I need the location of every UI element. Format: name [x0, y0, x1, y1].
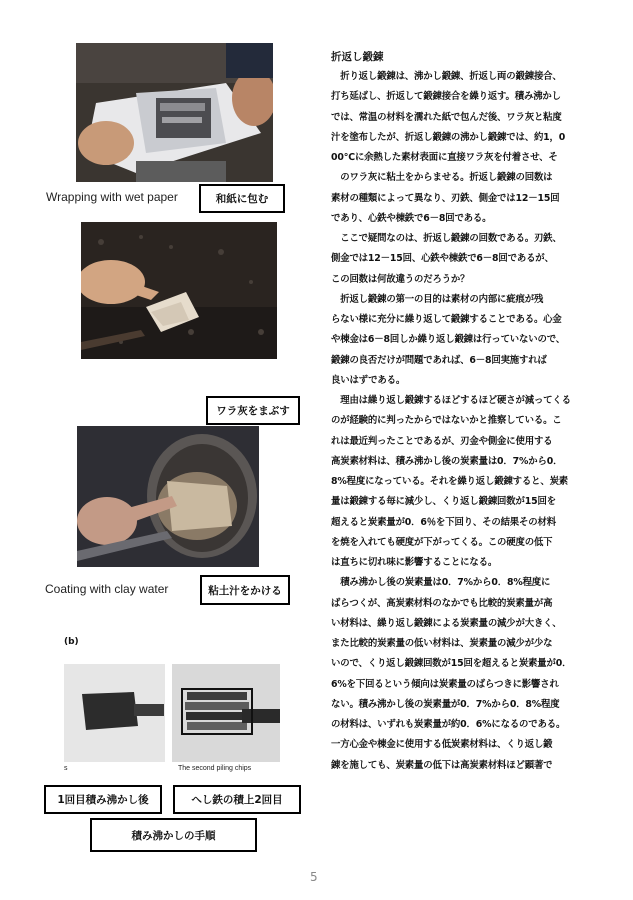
- caption-clay-en: Coating with clay water: [45, 582, 169, 596]
- article-lines: [331, 67, 605, 776]
- article-line: では、常温の材料を濡れた紙で包んだ後、ワラ灰と粘度: [331, 111, 562, 123]
- article-line: 6%を下回るという傾向は炭素量のばらつきに影響され: [331, 678, 559, 690]
- article-line: また比較的炭素量の低い材料は、炭素量の減少が少な: [331, 638, 553, 649]
- caption-piling-left: s: [64, 765, 68, 772]
- article-line: ここで疑問なのは、折返し鍛錬の回数である。刃鉄、: [331, 233, 562, 244]
- article-line: い材料は、繰り返し鍛錬による炭素量の減少が大きく、: [331, 617, 562, 629]
- article-line: 高炭素材料は、積み沸かし後の炭素量は0．7%から0．: [331, 455, 563, 467]
- article-line: 積み沸かし後の炭素量は0．7%から0．8%程度に: [331, 577, 551, 589]
- article-line: 超えると炭素量が0．6％を下回り、その結果その材料: [331, 516, 556, 528]
- article-line: ばらつくが、高炭素材料のなかでも比較的炭素量が高: [331, 597, 553, 609]
- label-clay-jp: 粘土汁をかける: [200, 575, 290, 605]
- article-line: は直ちに切れ味に影響することになる。: [331, 557, 498, 568]
- label-wrapping-jp: 和紙に包む: [199, 184, 285, 213]
- photo-second-piling: [172, 664, 280, 762]
- article-title: 折返し鍛錬: [331, 51, 384, 63]
- article-line: であり、心鉄や棟鉄で6－8回である。: [331, 212, 492, 224]
- label-ash-jp: ワラ灰をまぶす: [206, 396, 300, 425]
- article-line: のワラ灰に粘土をからませる。折返し鍛錬の回数は: [331, 172, 553, 184]
- article-line: や棟金は6－8回しか繰り返し鍛錬は行っていないので、: [331, 334, 565, 346]
- article-line: ない。積み沸かし後の炭素量が0．7%から0．8%程度: [331, 698, 560, 710]
- article-line: 理由は繰り返し鍛錬するほどするほど硬さが減ってくる: [331, 395, 571, 406]
- photo-wrapping-wet-paper: [76, 43, 273, 182]
- photo-first-piling: [64, 664, 165, 762]
- article-line: 一方心金や棟金に使用する低炭素材料は、くり返し鍛: [331, 739, 553, 751]
- article-line: この回数は何故違うのだろうか？: [331, 273, 470, 285]
- article-line: を焼を入れても硬度が下がってくる。この硬度の低下: [331, 536, 553, 548]
- article-line: 汁を塗布したが、折返し鍛錬の沸かし鍛錬では、約1，0: [331, 131, 566, 143]
- article-line: の材料は、いずれも炭素量が約0．6%になるのである。: [331, 719, 566, 730]
- photo-straw-ash: [81, 222, 277, 359]
- article-line: のが経験的に判ったからではないかと推察している。こ: [331, 415, 562, 427]
- label-first-piling-jp: 1回目積み沸かし後: [44, 785, 162, 814]
- article-line: 鍛錬の良否だけが問題であれば、6－8回実施すれば: [331, 354, 547, 366]
- article-line: 量は鍛錬する毎に減少し、くり返し鍛錬回数が15回を: [331, 496, 556, 508]
- article-line: 錬を施しても、炭素量の低下は高炭素材料ほど顕著で: [331, 759, 553, 771]
- label-piling-procedure-jp: 積み沸かしの手順: [90, 818, 257, 852]
- label-second-piling-jp: へし鉄の積上2回目: [173, 785, 301, 814]
- article-line: 折り返し鍛錬は、沸かし鍛錬、折返し両の鍛錬接合、: [331, 71, 562, 82]
- photo-clay-coating: [77, 426, 259, 567]
- article-line: れは最近判ったことであるが、刃金や側金に使用する: [331, 435, 553, 447]
- article-line: らない様に充分に繰り返して鍛錬することである。心金: [331, 314, 562, 325]
- article-line: 側金では12－15回、心鉄や棟鉄で6－8回であるが、: [331, 253, 554, 265]
- caption-piling-right: The second piling chips: [178, 765, 252, 772]
- article-body: [331, 47, 605, 776]
- article-line: 良いはずである。: [331, 374, 406, 386]
- panel-label-b: (b): [64, 637, 79, 647]
- article-line: 折返し鍛錬の第一の目的は素材の内部に疵痕が残: [331, 293, 544, 305]
- page-number: 5: [310, 870, 318, 884]
- article-line: 打ち延ばし、折返して鍛錬接合を繰り返す。積み沸かし: [331, 91, 561, 103]
- article-line: 素材の種類によって異なり、刃鉄、側金では12－15回: [331, 192, 560, 204]
- article-line: 00℃に余熱した素材表面に直接ワラ灰を付着させ、そ: [331, 152, 558, 163]
- article-line: いので、くり返し鍛錬回数が15回を超えると炭素量が0．: [331, 658, 572, 670]
- article-line: 8%程度になっている。それを繰り返し鍛錬すると、炭素: [331, 476, 569, 487]
- caption-wrapping-en: Wrapping with wet paper: [46, 190, 178, 204]
